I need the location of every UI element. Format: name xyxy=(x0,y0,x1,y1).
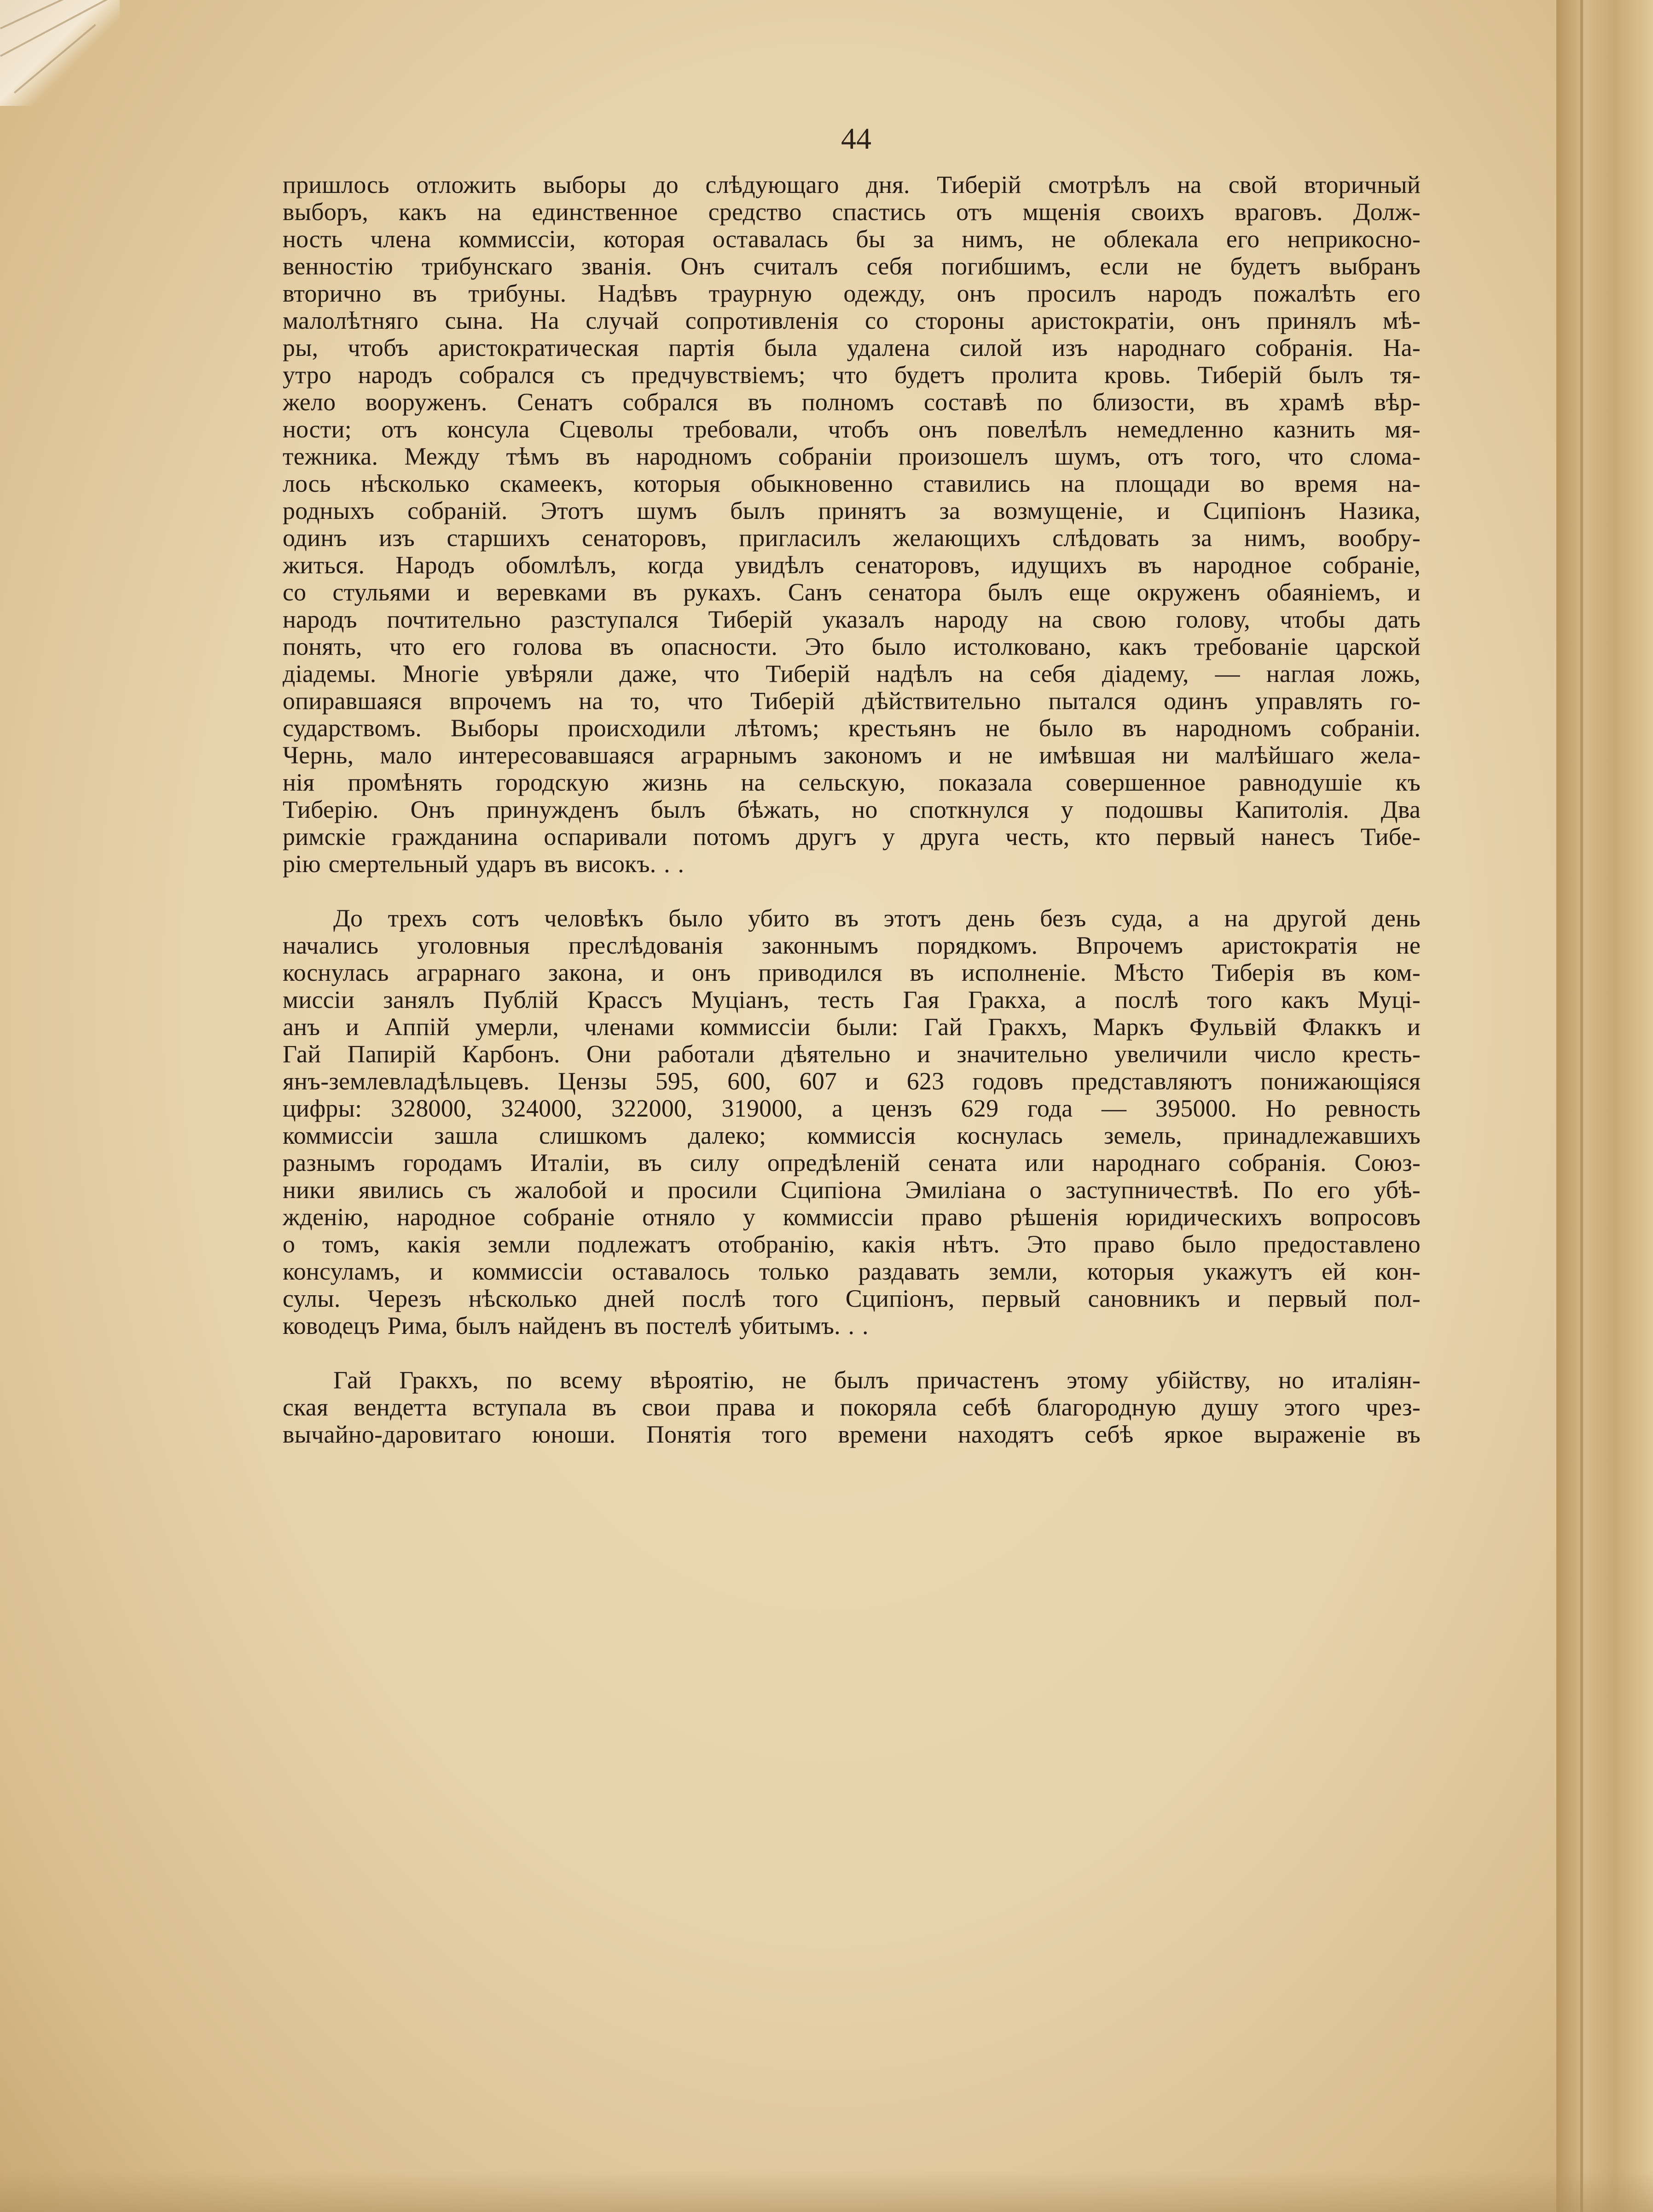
text-line: со стульями и веревками въ рукахъ. Санъ сенатора былъ еще окруженъ обаяніемъ, и xyxy=(283,578,1421,606)
text-line: ководецъ Рима, былъ найденъ въ постелѣ убитымъ. . . xyxy=(283,1312,869,1339)
text-line: народъ почтительно разступался Тиберій указалъ народу на свою голову, чтобы дать xyxy=(283,605,1421,633)
text-line: венностію трибунскаго званія. Онъ считалъ себя погибшимъ, если не будетъ выбранъ xyxy=(283,252,1421,280)
text-line: янъ-землевладѣльцевъ. Цензы 595, 600, 607 и 623 годовъ представляютъ понижающіяся xyxy=(283,1067,1421,1095)
text-line: Тиберію. Онъ принужденъ былъ бѣжать, но споткнулся у подошвы Капитолія. Два xyxy=(283,796,1421,823)
text-line: коснулась аграрнаго закона, и онъ приводился въ исполненіе. Мѣсто Тиберія въ ком- xyxy=(283,959,1421,986)
text-line: родныхъ собраній. Этотъ шумъ былъ принятъ за возмущеніе, и Сципіонъ Назика, xyxy=(283,497,1421,524)
body-text xyxy=(283,171,1421,1448)
text-line: о томъ, какія земли подлежатъ отобранію, какія нѣтъ. Это право было предоставлено xyxy=(283,1230,1421,1258)
text-line: тежника. Между тѣмъ въ народномъ собраніи произошелъ шумъ, отъ того, что слома- xyxy=(283,442,1421,470)
text-line: вторично въ трибуны. Надѣвъ траурную одежду, онъ просилъ народъ пожалѣть его xyxy=(283,279,1421,307)
text-line: жело вооруженъ. Сенатъ собрался въ полномъ составѣ по близости, въ храмѣ вѣр- xyxy=(283,388,1421,416)
text-line: начались уголовныя преслѣдованія законнымъ порядкомъ. Впрочемъ аристократія не xyxy=(283,931,1421,959)
text-line: одинъ изъ старшихъ сенаторовъ, пригласилъ желающихъ слѣдовать за нимъ, вообру- xyxy=(283,524,1421,552)
text-line: анъ и Аппій умерли, членами коммиссіи были: Гай Гракхъ, Маркъ Фульвій Флаккъ и xyxy=(283,1013,1421,1041)
text-line: Гай Папирій Карбонъ. Они работали дѣятельно и значительно увеличили число кресть- xyxy=(283,1040,1421,1068)
corner-crease xyxy=(0,0,126,29)
text-line: сулы. Черезъ нѣсколько дней послѣ того Сципіонъ, первый сановникъ и первый пол- xyxy=(283,1285,1421,1312)
text-line: сударствомъ. Выборы происходили лѣтомъ; крестьянъ не было въ народномъ собраніи. xyxy=(283,714,1421,742)
page-number: 44 xyxy=(841,122,871,156)
text-line: Гай Гракхъ, по всему вѣроятію, не былъ причастенъ этому убійству, но италіян- xyxy=(333,1366,1421,1394)
text-line: ности; отъ консула Сцеволы требовали, чтобъ онъ повелѣлъ немедленно казнить мя- xyxy=(283,415,1421,443)
text-line: ность члена коммиссіи, которая оставалась бы за нимъ, не облекала его неприкосно- xyxy=(283,225,1421,253)
text-line: выборъ, какъ на единственное средство спастись отъ мщенія своихъ враговъ. Долж- xyxy=(283,198,1421,226)
text-line: разнымъ городамъ Италіи, въ силу опредѣленій сената или народнаго собранія. Союз- xyxy=(283,1149,1421,1176)
page-edge-line xyxy=(1580,0,1583,2212)
text-line: консуламъ, и коммиссіи оставалось только раздавать земли, которыя укажутъ ей кон- xyxy=(283,1257,1421,1285)
text-line: лось нѣсколько скамеекъ, которыя обыкновенно ставились на площади во время на- xyxy=(283,470,1421,497)
text-line: понять, что его голова въ опасности. Это было истолковано, какъ требованіе царской xyxy=(283,633,1421,660)
text-line: римскіе гражданина оспаривали потомъ другъ у друга честь, кто первый нанесъ Тибе- xyxy=(283,823,1421,850)
text-line: пришлось отложить выборы до слѣдующаго дня. Тиберій смотрѣлъ на свой вторичный xyxy=(283,171,1421,198)
text-line: утро народъ собрался съ предчувствіемъ; что будетъ пролита кровь. Тиберій былъ тя- xyxy=(283,361,1421,389)
text-line: ры, чтобъ аристократическая партія была удалена силой изъ народнаго собранія. На- xyxy=(283,334,1421,361)
text-line: До трехъ сотъ человѣкъ было убито въ этотъ день безъ суда, а на другой день xyxy=(333,904,1421,932)
text-line: ники явились съ жалобой и просили Сципіона Эмиліана о заступничествѣ. По его убѣ- xyxy=(283,1176,1421,1204)
text-line: Чернь, мало интересовавшаяся аграрнымъ закономъ и не имѣвшая ни малѣйшаго жела- xyxy=(283,741,1421,769)
text-line: цифры: 328000, 324000, 322000, 319000, а цензъ 629 года — 395000. Но ревность xyxy=(283,1094,1421,1122)
text-line: жденію, народное собраніе отняло у коммиссіи право рѣшенія юридическихъ вопросовъ xyxy=(283,1203,1421,1231)
page-edge xyxy=(1556,0,1653,2212)
text-line: миссіи занялъ Публій Крассъ Муціанъ, тесть Гая Гракха, а послѣ того какъ Муці- xyxy=(283,986,1421,1013)
text-line: опиравшаяся впрочемъ на то, что Тиберій дѣйствительно пытался одинъ управлять го- xyxy=(283,687,1421,715)
text-line: коммиссіи зашла слишкомъ далеко; коммиссія коснулась земель, принадлежавшихъ xyxy=(283,1122,1421,1149)
text-line: діадемы. Многіе увѣряли даже, что Тиберій надѣлъ на себя діадему, — наглая ложь, xyxy=(283,660,1421,687)
paragraph-gap xyxy=(283,1339,1421,1367)
text-line: нія промѣнять городскую жизнь на сельскую, показала совершенное равнодушіе къ xyxy=(283,768,1421,796)
text-line: вычайно-даровитаго юноши. Понятія того времени находятъ себѣ яркое выраженіе въ xyxy=(283,1420,1421,1448)
bottom-shadow xyxy=(0,2171,1653,2212)
paragraph-gap xyxy=(283,878,1421,905)
text-line: житься. Народъ обомлѣлъ, когда увидѣлъ сенаторовъ, идущихъ въ народное собраніе, xyxy=(283,551,1421,579)
text-line: рію смертельный ударъ въ високъ. . . xyxy=(283,850,684,878)
folded-corner xyxy=(0,0,120,106)
text-line: ская вендетта вступала въ свои права и покоряла себѣ благородную душу этого чрез- xyxy=(283,1393,1421,1421)
corner-crease xyxy=(14,24,96,93)
text-line: малолѣтняго сына. На случай сопротивленія со стороны аристократіи, онъ принялъ мѣ- xyxy=(283,307,1421,334)
